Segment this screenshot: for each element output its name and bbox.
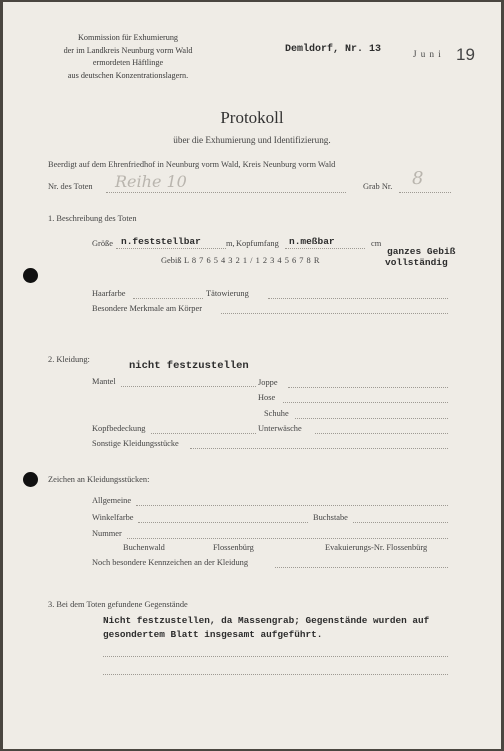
section1-heading: 1. Beschreibung des Toten — [48, 214, 137, 223]
zeichen-heading: Zeichen an Kleidungsstücken: — [48, 475, 150, 484]
hose-label: Hose — [258, 393, 276, 402]
nr-label: Nr. des Toten — [48, 182, 93, 191]
page-title: Protokoll — [220, 108, 284, 127]
kleidung-typed: nicht festzustellen — [129, 360, 249, 372]
unterwaesche-field-line — [315, 433, 448, 434]
gebiss-label: Gebiß — [161, 256, 182, 265]
grab-value: 8 — [412, 168, 424, 189]
groesse-field-line — [116, 248, 226, 249]
nr-field-line — [106, 192, 346, 193]
date-stamp: J u n i — [413, 49, 442, 59]
allgemeine-label: Allgemeine — [92, 496, 132, 505]
document-page — [3, 2, 501, 749]
org-line-2: der im Landkreis Neunburg vorm Wald — [63, 45, 193, 55]
winkelfarbe-label: Winkelfarbe — [92, 513, 134, 522]
year-number: 19 — [456, 45, 475, 64]
joppe-field-line — [288, 387, 448, 388]
nummer-label: Nummer — [92, 529, 122, 538]
haarfarbe-label: Haarfarbe — [92, 289, 126, 298]
page-subtitle: über die Exhumierung und Identifizierung. — [173, 135, 331, 145]
gegenstaende-typed-line1: Nicht festzustellen, da Massengrab; Gegenstände wurden auf — [103, 615, 430, 626]
buchstabe-field-line — [353, 522, 448, 523]
mantel-label: Mantel — [92, 377, 116, 386]
grab-label: Grab Nr. — [363, 182, 393, 191]
section3-heading: 3. Bei dem Toten gefundene Gegenstände — [48, 600, 188, 609]
mantel-field-line — [121, 386, 256, 387]
schuhe-field-line — [295, 418, 448, 419]
kopfbedeckung-field-line — [151, 433, 256, 434]
unterwaesche-label: Unterwäsche — [258, 424, 302, 433]
org-line-4: aus deutschen Konzentrationslagern. — [67, 70, 189, 80]
kopfbedeckung-label: Kopfbedeckung — [92, 424, 146, 433]
org-header — [43, 32, 213, 82]
org-line-1: Kommission für Exhumierung — [77, 33, 179, 42]
kopfumfang-field-line — [285, 248, 365, 249]
noch-kennzeichen-field-line — [275, 567, 448, 568]
groesse-unit: m, — [226, 239, 235, 248]
winkelfarbe-field-line — [138, 522, 308, 523]
flossenbuerg-label: Flossenbürg — [213, 543, 254, 552]
gebiss-value-line2: vollständig — [385, 257, 448, 268]
schuhe-label: Schuhe — [264, 409, 289, 418]
grab-field-line — [399, 192, 451, 193]
buchenwald-label: Buchenwald — [123, 543, 165, 552]
hose-field-line — [283, 402, 448, 403]
joppe-label: Joppe — [258, 378, 278, 387]
merkmale-label: Besondere Merkmale am Körper — [92, 304, 202, 313]
punch-hole-top — [23, 268, 38, 283]
gegenstaende-typed-line2: gesondertem Blatt insgesamt aufgeführt. — [103, 629, 323, 640]
taetowierung-label: Tätowierung — [206, 289, 249, 298]
groesse-value: n.feststellbar — [121, 236, 201, 247]
burial-line: Beerdigt auf dem Ehrenfriedhof in Neunburg vorm Wald, Kreis Neunburg vorm Wald — [48, 160, 336, 169]
sonstige-field-line — [190, 448, 448, 449]
groesse-label: Größe — [92, 239, 113, 248]
section2-heading: 2. Kleidung: — [48, 355, 90, 364]
reference-typed: Demldorf, Nr. 13 — [285, 44, 382, 55]
gegenstaende-field-line-2 — [103, 674, 448, 675]
merkmale-field-line — [221, 313, 448, 314]
haarfarbe-field-line — [133, 298, 203, 299]
gebiss-teeth: L 8 7 6 5 4 3 2 1 / 1 2 3 4 5 6 7 8 R — [184, 256, 320, 265]
org-line-3: ermordeten Häftlinge — [92, 58, 164, 67]
cm-label: cm — [371, 239, 382, 248]
gegenstaende-field-line-1 — [103, 656, 448, 657]
buchstabe-label: Buchstabe — [313, 513, 348, 522]
sonstige-label: Sonstige Kleidungsstücke — [92, 439, 179, 448]
taetowierung-field-line — [268, 298, 448, 299]
evakuierung-label: Evakuierungs-Nr. Flossenbürg — [325, 543, 428, 552]
noch-kennzeichen-label: Noch besondere Kennzeichen an der Kleidung — [92, 558, 249, 567]
gebiss-value-line1: ganzes Gebiß — [387, 246, 456, 257]
punch-hole-bottom — [23, 472, 38, 487]
nummer-field-line — [127, 538, 448, 539]
kopfumfang-value: n.meßbar — [289, 236, 335, 247]
nr-value: Reihe 10 — [115, 172, 187, 191]
kopfumfang-label: Kopfumfang — [236, 239, 279, 248]
allgemeine-field-line — [136, 505, 448, 506]
